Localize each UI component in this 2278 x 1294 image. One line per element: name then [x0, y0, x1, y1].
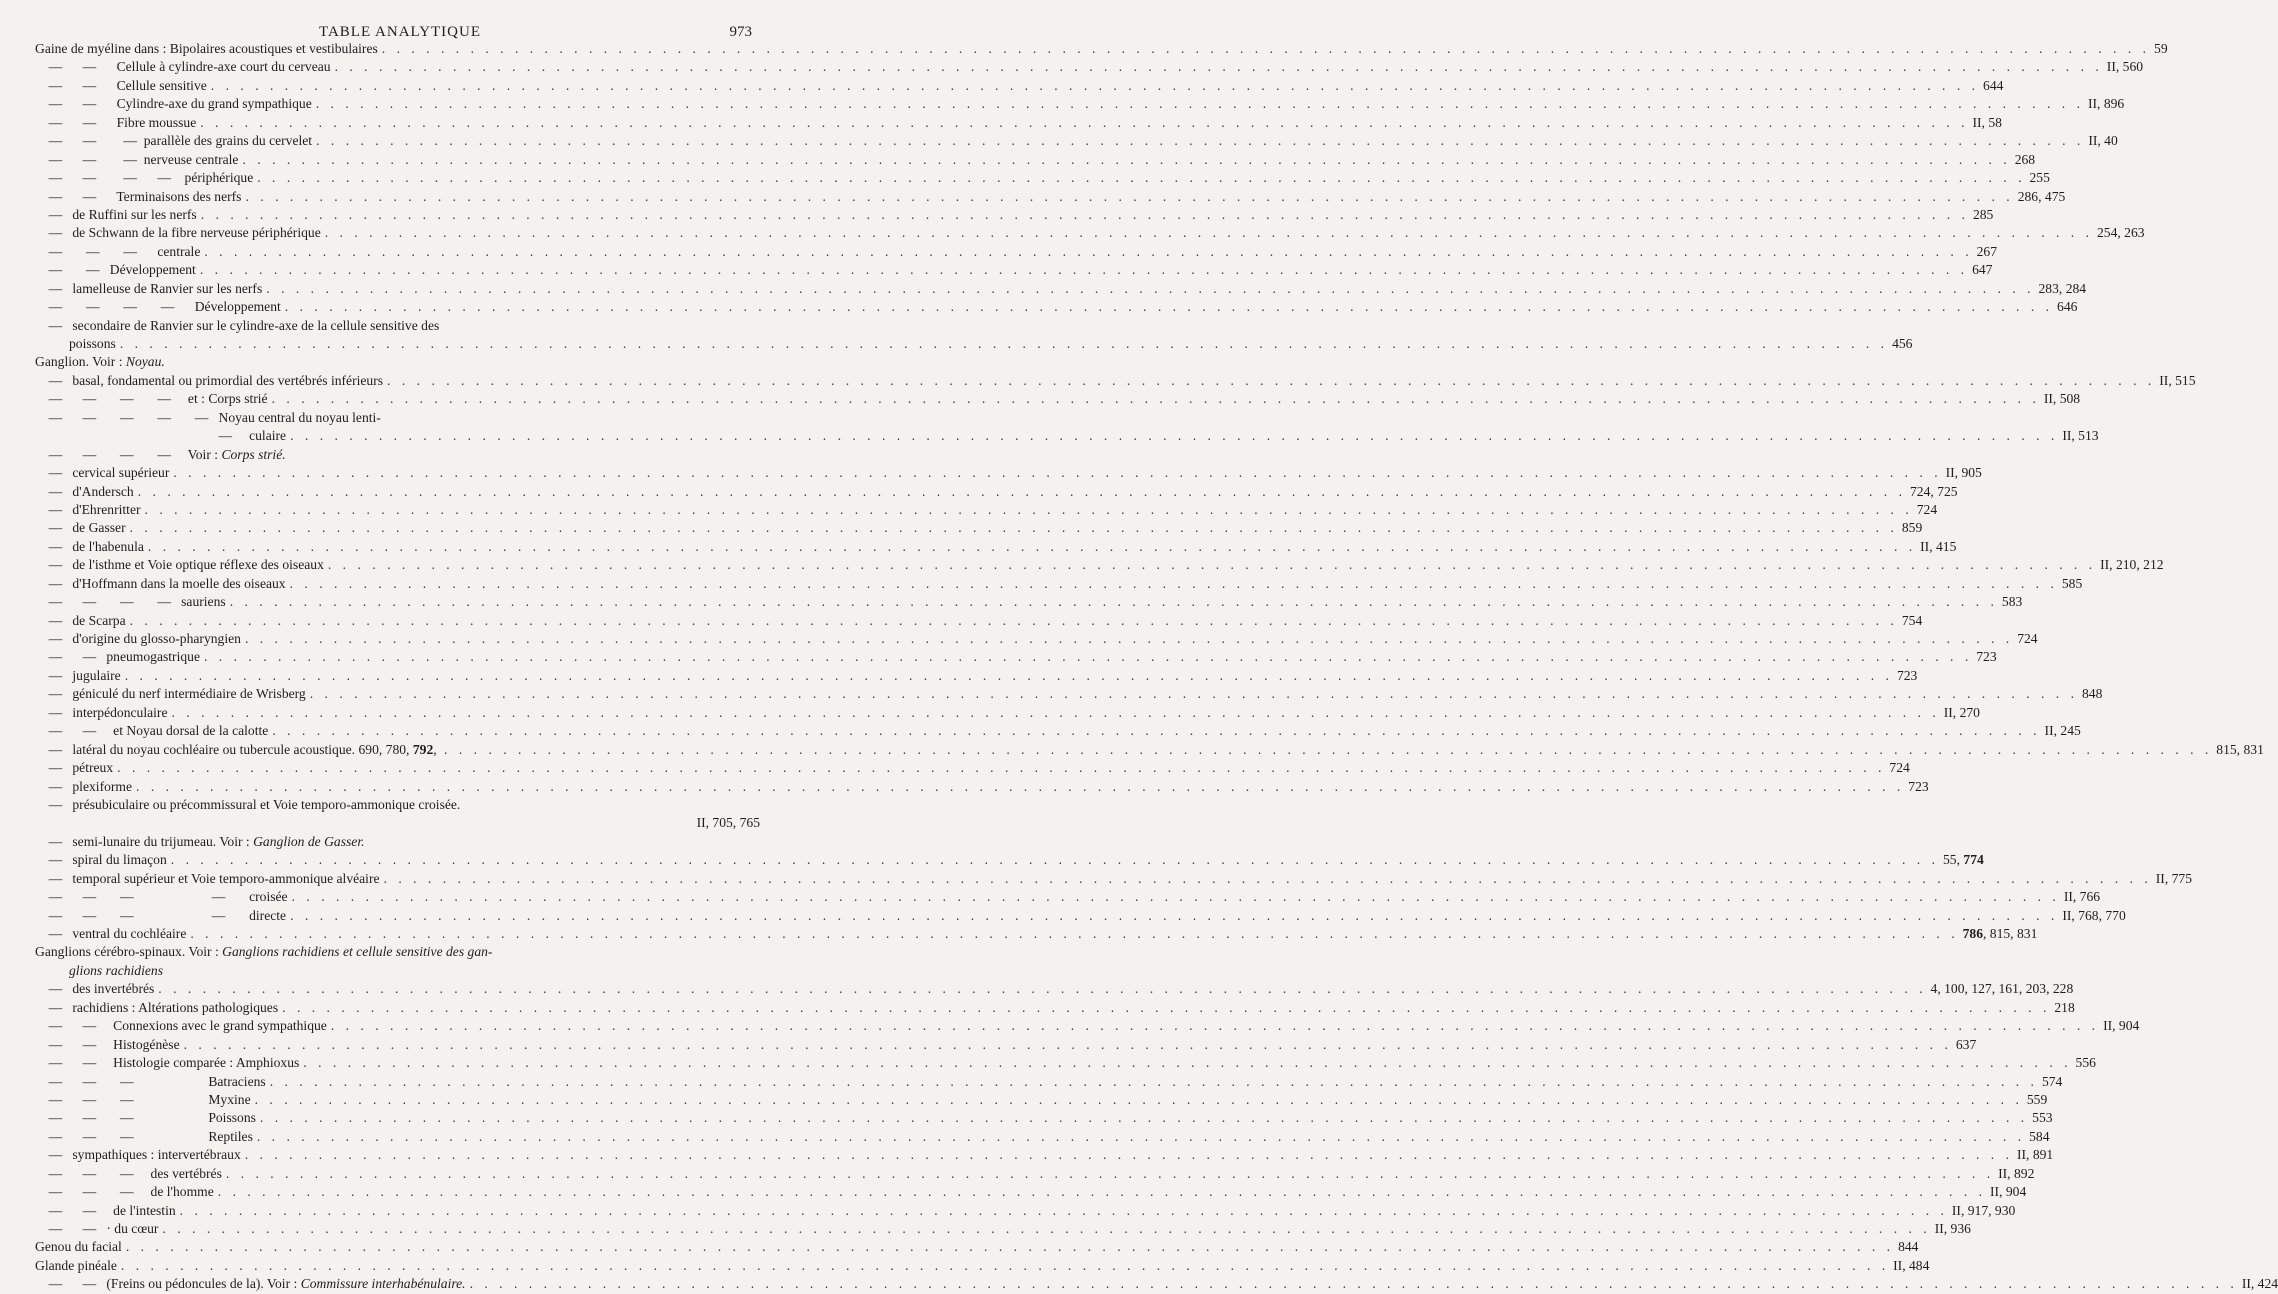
entry-text: — de Scarpa: [35, 612, 126, 628]
leader-dots: . . . . . . . . . . . . . . . . . . . . . . . . . . . . . . . . . . . . . . . . . . . . . . . . . . . . . . . . . . . . . . . . . . . . . . . . . . . . . . . . . . . . . . . . . . . . . . . . . . . . . . . . . . . . . . . . . . . . . . . .: [170, 852, 1939, 868]
index-entry: [35, 575, 2083, 593]
index-entry: [35, 298, 2078, 316]
entry-page-ref: 556: [2075, 1055, 2096, 1071]
entry-text: — culaire: [35, 428, 287, 444]
entry-page-ref: 553: [2032, 1110, 2053, 1126]
index-entry: [35, 1109, 2053, 1127]
entry-page-ref: 723: [1896, 667, 1918, 683]
leader-dots: . . . . . . . . . . . . . . . . . . . . . . . . . . . . . . . . . . . . . . . . . . . . . . . . . . . . . . . . . . . . . . . . . . . . . . . . . . . . . . . . . . . . . . . . . . . . . . . . . . . . . . . . . . . . . . . . . . . . . . . .: [330, 1018, 2100, 1034]
index-entry: [35, 390, 2081, 408]
leader-dots: . . . . . . . . . . . . . . . . . . . . . . . . . . . . . . . . . . . . . . . . . . . . . . . . . . . . . . . . . . . . . . . . . . . . . . . . . . . . . . . . . . . . . . . . . . . . . . . . . . . . . . . . . . . . . . . . . . . . . . . .: [266, 280, 2035, 296]
entry-text: — — (Freins ou pédoncules de la). Voir : Commissure interhabénulaire.: [35, 1276, 466, 1292]
index-entry: [35, 1238, 1919, 1256]
index-entry: [35, 925, 2038, 943]
index-entry: [35, 224, 2145, 242]
leader-dots: . . . . . . . . . . . . . . . . . . . . . . . . . . . . . . . . . . . . . . . . . . . . . . . . . . . . . . . . . . . . . . . . . . . . . . . . . . . . . . . . . . . . . . . . . . . . . . . . . . . . . . . . . . . . . . . . . . . . . . . .: [120, 1257, 1890, 1273]
entry-page-ref: 724: [2017, 631, 2038, 646]
index-entry: [35, 1073, 2063, 1091]
entry-text: — de Ruffini sur les nerfs: [35, 206, 197, 222]
entry-text: — — Terminaisons des nerfs: [35, 188, 242, 204]
entry-text: — — — Poissons: [35, 1110, 256, 1126]
index-entry: [35, 464, 1982, 482]
index-entry: [35, 243, 1997, 261]
entry-text: — de Schwann de la fibre nerveuse périphérique: [35, 225, 321, 241]
entry-italic-ref: Ganglion de Gasser.: [253, 833, 365, 849]
index-entry: [35, 759, 1910, 777]
leader-dots: . . . . . . . . . . . . . . . . . . . . . . . . . . . . . . . . . . . . . . . . . . . . . . . . . . . . . . . . . . . . . . . . . . . . . . . . . . . . . . . . . . . . . . . . . . . . . . . . . . . . . . . . . . . . . . . . . . . . . . . .: [173, 465, 1942, 481]
entry-text: — — — — directe: [35, 907, 287, 923]
entry-text: — — — — — Noyau central du noyau lenti-: [35, 409, 381, 425]
entry-text: — — Histologie comparée : Amphioxus: [35, 1055, 300, 1071]
index-entry: [35, 999, 2075, 1017]
entry-text: — sympathiques : intervertébraux: [35, 1147, 241, 1163]
index-entry: [35, 317, 760, 335]
index-entry: [35, 962, 760, 980]
entry-page-ref: 848: [2081, 686, 2103, 702]
leader-dots: . . . . . . . . . . . . . . . . . . . . . . . . . . . . . . . . . . . . . . . . . . . . . . . . . . . . . . . . . . . . . . . . . . . . . . . . . . . . . . . . . . . . . . . . . . . . . . . . . . . . . . . . . . . . . . . . . . . . . . . .: [324, 225, 2093, 241]
index-entry: [35, 778, 1929, 796]
entry-text: — pétreux: [35, 760, 114, 776]
leader-dots: . . . . . . . . . . . . . . . . . . . . . . . . . . . . . . . . . . . . . . . . . . . . . . . . . . . . . . . . . . . . . . . . . . . . . . . . . . . . . . . . . . . . . . . . . . . . . . . . . . . . . . . . . . . . . . . . . . . . . . . .: [179, 1202, 1948, 1218]
leader-dots: . . . . . . . . . . . . . . . . . . . . . . . . . . . . . . . . . . . . . . . . . . . . . . . . . . . . . . . . . . . . . . . . . . . . . . . . . . . . . . . . . . . . . . . . . . . . . . . . . . . . . . . . . . . . . . . . . . . . . . . .: [200, 206, 1969, 222]
index-entry: [35, 814, 760, 832]
entry-page-ref: II, 270: [1943, 704, 1980, 720]
entry-page-ref: II, 896: [2087, 96, 2125, 112]
index-entry: [35, 353, 760, 371]
leader-dots: . . . . . . . . . . . . . . . . . . . . . . . . . . . . . . . . . . . . . . . . . . . . . . . . . . . . . . . . . . . . . . . . . . . . . . . . . . . . . . . . . . . . . . . . . . . . . . . . . . . . . . . . . . . . . . . . . . . . . . . .: [259, 1110, 2029, 1126]
leader-dots: . . . . . . . . . . . . . . . . . . . . . . . . . . . . . . . . . . . . . . . . . . . . . . . . . . . . . . . . . . . . . . . . . . . . . . . . . . . . . . . . . . . . . . . . . . . . . . . . . . . . . . . . . . . . . . . . . . . . . . . .: [291, 889, 2060, 905]
index-entry: [35, 943, 760, 961]
entry-text: — géniculé du nerf intermédiaire de Wrisberg: [35, 686, 306, 702]
index-entry: [35, 77, 2004, 95]
index-entry: [35, 1054, 2096, 1072]
entry-italic-ref: Corps strié.: [221, 446, 286, 462]
entry-page-ref: 724: [1916, 501, 1938, 517]
entry-text: — lamelleuse de Ranvier sur les nerfs: [35, 280, 263, 296]
entry-page-ref: II, 484: [1893, 1257, 1930, 1273]
index-entry: [35, 1017, 2140, 1035]
entry-page-ref: II, 245: [2044, 723, 2081, 739]
entry-bold-ref: 792: [412, 741, 434, 757]
entry-page-ref: II, 775: [2155, 870, 2193, 886]
entry-text: [35, 962, 760, 980]
entry-text: Genou du facial: [35, 1239, 122, 1255]
entry-text: — présubiculaire ou précommissural et Voie temporo-ammonique croisée.: [35, 796, 461, 812]
index-entry: [35, 1220, 1971, 1238]
entry-text: — — — — Voir : Corps strié.: [35, 446, 286, 462]
entry-text: Ganglion. Voir : Noyau.: [35, 354, 165, 370]
index-entry: [35, 40, 2168, 58]
leader-dots: . . . . . . . . . . . . . . . . . . . . . . . . . . . . . . . . . . . . . . . . . . . . . . . . . . . . . . . . . . . . . . . . . . . . . . . . . . . . . . . . . . . . . . . . . . . . . . . . . . . . . . . . . . . . . . . . . . . . . . . .: [444, 741, 2213, 757]
index-entry: [35, 151, 2036, 169]
index-entry: [35, 372, 2196, 390]
entry-text: — de l'habenula: [35, 538, 144, 554]
entry-page-ref: II, 917, 930: [1951, 1202, 2016, 1218]
leader-dots: . . . . . . . . . . . . . . . . . . . . . . . . . . . . . . . . . . . . . . . . . . . . . . . . . . . . . . . . . . . . . . . . . . . . . . . . . . . . . . . . . . . . . . . . . . . . . . . . . . . . . . . . . . . . . . . . . . . . . . . .: [158, 981, 1927, 997]
entry-page-ref: 285: [1972, 206, 1994, 222]
entry-text: — — de l'intestin: [35, 1202, 176, 1218]
index-entry: [35, 722, 2081, 740]
entry-text: — d'Hoffmann dans la moelle des oiseaux: [35, 575, 286, 591]
index-entry: [35, 335, 1913, 353]
entry-page-ref: II, 513: [2062, 428, 2099, 444]
entry-text: Ganglions cérébro-spinaux. Voir : Ganglions rachidiens et cellule sensitive des gan-: [35, 944, 493, 960]
leader-dots: . . . . . . . . . . . . . . . . . . . . . . . . . . . . . . . . . . . . . . . . . . . . . . . . . . . . . . . . . . . . . . . . . . . . . . . . . . . . . . . . . . . . . . . . . . . . . . . . . . . . . . . . . . . . . . . . . . . . . . . .: [271, 391, 2040, 407]
entry-text: — — — des vertébrés: [35, 1165, 222, 1181]
entry-text: — semi-lunaire du trijumeau. Voir : Ganglion de Gasser.: [35, 833, 365, 849]
entry-page-ref: II, 210, 212: [2100, 557, 2164, 573]
entry-text: — latéral du noyau cochléaire ou tubercule acoustique. 690, 780, 792,: [35, 741, 441, 757]
leader-dots: . . . . . . . . . . . . . . . . . . . . . . . . . . . . . . . . . . . . . . . . . . . . . . . . . . . . . . . . . . . . . . . . . . . . . . . . . . . . . . . . . . . . . . . . . . . . . . . . . . . . . . . . . . . . . . . . . . . . . . . .: [290, 907, 2059, 923]
entry-page-ref: 55, 774: [1943, 852, 1984, 868]
leader-dots: . . . . . . . . . . . . . . . . . . . . . . . . . . . . . . . . . . . . . . . . . . . . . . . . . . . . . . . . . . . . . . . . . . . . . . . . . . . . . . . . . . . . . . . . . . . . . . . . . . . . . . . . . . . . . . . . . . . . . . . .: [334, 59, 2103, 75]
entry-page-ref: 723: [1908, 778, 1929, 794]
entry-page-ref: 218: [2054, 999, 2075, 1015]
index-entry: [35, 907, 2126, 925]
entry-text: — — — — croisée: [35, 889, 288, 905]
index-entry: [35, 630, 2038, 648]
leader-dots: . . . . . . . . . . . . . . . . . . . . . . . . . . . . . . . . . . . . . . . . . . . . . . . . . . . . . . . . . . . . . . . . . . . . . . . . . . . . . . . . . . . . . . . . . . . . . . . . . . . . . . . . . . . . . . . . . . . . . . . .: [129, 612, 1898, 628]
entry-text: — ventral du cochléaire: [35, 926, 187, 941]
entry-text: — — Connexions avec le grand sympathique: [35, 1018, 327, 1034]
entry-page-ref: II, 40: [2088, 133, 2118, 149]
entry-page-ref: 754: [1901, 612, 1923, 628]
entry-text: — — — Batraciens: [35, 1073, 266, 1089]
entry-text: — — · du cœur: [35, 1221, 159, 1236]
entry-text: poissons: [35, 336, 116, 351]
entry-text: — secondaire de Ranvier sur le cylindre-axe de la cellule sensitive des: [35, 317, 440, 333]
entry-page-ref: 584: [2029, 1128, 2050, 1144]
leader-dots: . . . . . . . . . . . . . . . . . . . . . . . . . . . . . . . . . . . . . . . . . . . . . . . . . . . . . . . . . . . . . . . . . . . . . . . . . . . . . . . . . . . . . . . . . . . . . . . . . . . . . . . . . . . . . . . . . . . . . . . .: [381, 41, 2151, 56]
entry-page-ref: 786, 815, 831: [1962, 926, 2038, 941]
leader-dots: . . . . . . . . . . . . . . . . . . . . . . . . . . . . . . . . . . . . . . . . . . . . . . . . . . . . . . . . . . . . . . . . . . . . . . . . . . . . . . . . . . . . . . . . . . . . . . . . . . . . . . . . . . . . . . . . . . . . . . . .: [316, 133, 2085, 149]
entry-text: — d'Andersch: [35, 483, 134, 499]
entry-page-ref: 815, 831: [2216, 741, 2264, 757]
entry-text: — de l'isthme et Voie optique réflexe des oiseaux: [35, 557, 324, 573]
entry-page-ref: II, 768, 770: [2062, 907, 2126, 923]
entry-page-ref: 574: [2041, 1073, 2063, 1089]
index-entry: [35, 1275, 2278, 1293]
leader-dots: . . . . . . . . . . . . . . . . . . . . . . . . . . . . . . . . . . . . . . . . . . . . . . . . . . . . . . . . . . . . . . . . . . . . . . . . . . . . . . . . . . . . . . . . . . . . . . . . . . . . . . . . . . . . . . . . . . . . . . . .: [242, 151, 2011, 167]
entry-text: — — — Myxine: [35, 1091, 251, 1107]
index-entry: [35, 1091, 2048, 1109]
leader-dots: . . . . . . . . . . . . . . . . . . . . . . . . . . . . . . . . . . . . . . . . . . . . . . . . . . . . . . . . . . . . . . . . . . . . . . . . . . . . . . . . . . . . . . . . . . . . . . . . . . . . . . . . . . . . . . . . . . . . . . . .: [217, 1184, 1987, 1200]
leader-dots: . . . . . . . . . . . . . . . . . . . . . . . . . . . . . . . . . . . . . . . . . . . . . . . . . . . . . . . . . . . . . . . . . . . . . . . . . . . . . . . . . . . . . . . . . . . . . . . . . . . . . . . . . . . . . . . . . . . . . . . .: [199, 262, 1969, 278]
leader-dots: . . . . . . . . . . . . . . . . . . . . . . . . . . . . . . . . . . . . . . . . . . . . . . . . . . . . . . . . . . . . . . . . . . . . . . . . . . . . . . . . . . . . . . . . . . . . . . . . . . . . . . . . . . . . . . . . . . . . . . . .: [171, 704, 1940, 720]
leader-dots: . . . . . . . . . . . . . . . . . . . . . . . . . . . . . . . . . . . . . . . . . . . . . . . . . . . . . . . . . . . . . . . . . . . . . . . . . . . . . . . . . . . . . . . . . . . . . . . . . . . . . . . . . . . . . . . . . . . . . . . .: [244, 1147, 2013, 1163]
entry-page-ref: 646: [2057, 299, 2078, 315]
leader-dots: . . . . . . . . . . . . . . . . . . . . . . . . . . . . . . . . . . . . . . . . . . . . . . . . . . . . . . . . . . . . . . . . . . . . . . . . . . . . . . . . . . . . . . . . . . . . . . . . . . . . . . . . . . . . . . . . . . . . . . . .: [190, 926, 1959, 941]
entry-page-ref: 724, 725: [1909, 483, 1958, 499]
entry-text: — rachidiens : Altérations pathologiques: [35, 999, 279, 1015]
entry-page-ref: II, 508: [2043, 391, 2081, 407]
entry-text: — — — — et : Corps strié: [35, 391, 268, 407]
entry-page-ref: 844: [1898, 1239, 1919, 1255]
leader-dots: . . . . . . . . . . . . . . . . . . . . . . . . . . . . . . . . . . . . . . . . . . . . . . . . . . . . . . . . . . . . . . . . . . . . . . . . . . . . . . . . . . . . . . . . . . . . . . . . . . . . . . . . . . . . . . . . . . . . . . . .: [162, 1221, 1931, 1236]
entry-page-ref: 583: [2001, 594, 2023, 610]
index-entry: [35, 169, 2050, 187]
leader-dots: . . . . . . . . . . . . . . . . . . . . . . . . . . . . . . . . . . . . . . . . . . . . . . . . . . . . . . . . . . . . . . . . . . . . . . . . . . . . . . . . . . . . . . . . . . . . . . . . . . . . . . . . . . . . . . . . . . . . . . . .: [383, 870, 2152, 886]
index-entry: [35, 833, 760, 851]
leader-dots: . . . . . . . . . . . . . . . . . . . . . . . . . . . . . . . . . . . . . . . . . . . . . . . . . . . . . . . . . . . . . . . . . . . . . . . . . . . . . . . . . . . . . . . . . . . . . . . . . . . . . . . . . . . . . . . . . . . . . . . .: [289, 575, 2058, 591]
entry-text: — interpédonculaire: [35, 704, 168, 720]
leader-dots: . . . . . . . . . . . . . . . . . . . . . . . . . . . . . . . . . . . . . . . . . . . . . . . . . . . . . . . . . . . . . . . . . . . . . . . . . . . . . . . . . . . . . . . . . . . . . . . . . . . . . . . . . . . . . . . . . . . . . . . .: [315, 96, 2084, 112]
index-entry: [35, 538, 1957, 556]
entry-text: — basal, fondamental ou primordial des vertébrés inférieurs: [35, 372, 384, 388]
entry-text: — — pneumogastrique: [35, 649, 200, 665]
index-entry: [35, 1165, 2035, 1183]
leader-dots: . . . . . . . . . . . . . . . . . . . . . . . . . . . . . . . . . . . . . . . . . . . . . . . . . . . . . . . . . . . . . . . . . . . . . . . . . . . . . . . . . . . . . . . . . . . . . . . . . . . . . . . . . . . . . . . . . . . . . . . .: [257, 170, 2026, 186]
entry-text: — — — — Développement: [35, 299, 281, 315]
entry-page-ref: II, 415: [1920, 538, 1957, 554]
index-entry: [35, 980, 2074, 998]
leader-dots: . . . . . . . . . . . . . . . . . . . . . . . . . . . . . . . . . . . . . . . . . . . . . . . . . . . . . . . . . . . . . . . . . . . . . . . . . . . . . . . . . . . . . . . . . . . . . . . . . . . . . . . . . . . . . . . . . . . . . . . .: [144, 501, 1913, 517]
index-entry: [35, 851, 1984, 869]
index-entry: [35, 704, 1980, 722]
entry-page-ref: 283, 284: [2038, 280, 2087, 296]
leader-dots: . . . . . . . . . . . . . . . . . . . . . . . . . . . . . . . . . . . . . . . . . . . . . . . . . . . . . . . . . . . . . . . . . . . . . . . . . . . . . . . . . . . . . . . . . . . . . . . . . . . . . . . . . . . . . . . . . . . . . . . .: [245, 188, 2014, 204]
entry-page-ref: 859: [1901, 520, 1923, 536]
entry-text: — — Cellule sensitive: [35, 77, 207, 93]
entry-page-ref: 585: [2061, 575, 2083, 591]
leader-dots: . . . . . . . . . . . . . . . . . . . . . . . . . . . . . . . . . . . . . . . . . . . . . . . . . . . . . . . . . . . . . . . . . . . . . . . . . . . . . . . . . . . . . . . . . . . . . . . . . . . . . . . . . . . . . . . . . . . . . . . .: [309, 686, 2078, 702]
entry-text: — des invertébrés: [35, 981, 155, 997]
entry-text: — — Fibre moussue: [35, 114, 197, 130]
leader-dots: . . . . . . . . . . . . . . . . . . . . . . . . . . . . . . . . . . . . . . . . . . . . . . . . . . . . . . . . . . . . . . . . . . . . . . . . . . . . . . . . . . . . . . . . . . . . . . . . . . . . . . . . . . . . . . . . . . . . . . . .: [290, 428, 2059, 444]
entry-text: — — — — périphérique: [35, 170, 254, 186]
index-entry: [35, 206, 1994, 224]
index-entry: [35, 519, 1923, 537]
index-entry: [35, 612, 1923, 630]
leader-dots: . . . . . . . . . . . . . . . . . . . . . . . . . . . . . . . . . . . . . . . . . . . . . . . . . . . . . . . . . . . . . . . . . . . . . . . . . . . . . . . . . . . . . . . . . . . . . . . . . . . . . . . . . . . . . . . . . . . . . . . .: [137, 483, 1906, 499]
leader-dots: . . . . . . . . . . . . . . . . . . . . . . . . . . . . . . . . . . . . . . . . . . . . . . . . . . . . . . . . . . . . . . . . . . . . . . . . . . . . . . . . . . . . . . . . . . . . . . . . . . . . . . . . . . . . . . . . . . . . . . . .: [244, 631, 2014, 646]
leader-dots: . . . . . . . . . . . . . . . . . . . . . . . . . . . . . . . . . . . . . . . . . . . . . . . . . . . . . . . . . . . . . . . . . . . . . . . . . . . . . . . . . . . . . . . . . . . . . . . . . . . . . . . . . . . . . . . . . . . . . . . .: [200, 114, 1969, 130]
leader-dots: . . . . . . . . . . . . . . . . . . . . . . . . . . . . . . . . . . . . . . . . . . . . . . . . . . . . . . . . . . . . . . . . . . . . . . . . . . . . . . . . . . . . . . . . . . . . . . . . . . . . . . . . . . . . . . . . . . . . . . . .: [256, 1128, 2026, 1144]
index-entry: [35, 188, 2066, 206]
index-entry: [35, 1183, 2027, 1201]
leader-dots: . . . . . . . . . . . . . . . . . . . . . . . . . . . . . . . . . . . . . . . . . . . . . . . . . . . . . . . . . . . . . . . . . . . . . . . . . . . . . . . . . . . . . . . . . . . . . . . . . . . . . . . . . . . . . . . . . . . . . . . .: [124, 667, 1893, 683]
entry-page-ref: II, 58: [1972, 114, 2002, 130]
entry-text: — — — nerveuse centrale: [35, 151, 239, 167]
leader-dots: . . . . . . . . . . . . . . . . . . . . . . . . . . . . . . . . . . . . . . . . . . . . . . . . . . . . . . . . . . . . . . . . . . . . . . . . . . . . . . . . . . . . . . . . . . . . . . . . . . . . . . . . . . . . . . . . . . . . . . . .: [229, 594, 1998, 610]
entry-page-ref: 637: [1955, 1036, 1977, 1052]
index-entry: [35, 1128, 2050, 1146]
entry-page-ref: 267: [1976, 243, 1997, 259]
index-entry: [35, 796, 760, 814]
index-entry: [35, 593, 2023, 611]
leader-dots: . . . . . . . . . . . . . . . . . . . . . . . . . . . . . . . . . . . . . . . . . . . . . . . . . . . . . . . . . . . . . . . . . . . . . . . . . . . . . . . . . . . . . . . . . . . . . . . . . . . . . . . . . . . . . . . . . . . . . . . .: [204, 649, 1973, 665]
leader-dots: . . . . . . . . . . . . . . . . . . . . . . . . . . . . . . . . . . . . . . . . . . . . . . . . . . . . . . . . . . . . . . . . . . . . . . . . . . . . . . . . . . . . . . . . . . . . . . . . . . . . . . . . . . . . . . . . . . . . . . . .: [136, 778, 1905, 794]
leader-dots: . . . . . . . . . . . . . . . . . . . . . . . . . . . . . . . . . . . . . . . . . . . . . . . . . . . . . . . . . . . . . . . . . . . . . . . . . . . . . . . . . . . . . . . . . . . . . . . . . . . . . . . . . . . . . . . . . . . . . . . .: [269, 1073, 2038, 1089]
page-number: 973: [729, 24, 752, 40]
leader-dots: . . . . . . . . . . . . . . . . . . . . . . . . . . . . . . . . . . . . . . . . . . . . . . . . . . . . . . . . . . . . . . . . . . . . . . . . . . . . . . . . . . . . . . . . . . . . . . . . . . . . . . . . . . . . . . . . . . . . . . . .: [225, 1165, 1995, 1181]
index-entry: [35, 409, 760, 427]
entry-text: — — — — sauriens: [35, 594, 226, 610]
entry-page-ref: II, 936: [1934, 1221, 1971, 1236]
leader-dots: . . . . . . . . . . . . . . . . . . . . . . . . . . . . . . . . . . . . . . . . . . . . . . . . . . . . . . . . . . . . . . . . . . . . . . . . . . . . . . . . . . . . . . . . . . . . . . . . . . . . . . . . . . . . . . . . . . . . . . . .: [119, 336, 1889, 351]
leader-dots: . . . . . . . . . . . . . . . . . . . . . . . . . . . . . . . . . . . . . . . . . . . . . . . . . . . . . . . . . . . . . . . . . . . . . . . . . . . . . . . . . . . . . . . . . . . . . . . . . . . . . . . . . . . . . . . . . . . . . . . .: [284, 299, 2054, 315]
entry-text: — — et Noyau dorsal de la calotte: [35, 723, 269, 739]
index-entry: [35, 446, 760, 464]
index-entry: [35, 501, 1938, 519]
index-entry: [35, 685, 2103, 703]
leader-dots: . . . . . . . . . . . . . . . . . . . . . . . . . . . . . . . . . . . . . . . . . . . . . . . . . . . . . . . . . . . . . . . . . . . . . . . . . . . . . . . . . . . . . . . . . . . . . . . . . . . . . . . . . . . . . . . . . . . . . . . .: [254, 1091, 2023, 1107]
page-title: TABLE ANALYTIQUE: [318, 24, 482, 40]
entry-page-ref: 59: [2154, 41, 2168, 56]
leader-dots: . . . . . . . . . . . . . . . . . . . . . . . . . . . . . . . . . . . . . . . . . . . . . . . . . . . . . . . . . . . . . . . . . . . . . . . . . . . . . . . . . . . . . . . . . . . . . . . . . . . . . . . . . . . . . . . . . . . . . . . .: [387, 372, 2156, 388]
leader-dots: . . . . . . . . . . . . . . . . . . . . . . . . . . . . . . . . . . . . . . . . . . . . . . . . . . . . . . . . . . . . . . . . . . . . . . . . . . . . . . . . . . . . . . . . . . . . . . . . . . . . . . . . . . . . . . . . . . . . . . . .: [147, 538, 1917, 554]
index-entry: [35, 114, 2002, 132]
index-entry: [35, 648, 1997, 666]
entry-text: — de Gasser: [35, 520, 126, 536]
entry-text: — d'Ehrenritter: [35, 501, 141, 517]
entry-page-ref: II, 560: [2106, 59, 2144, 75]
entry-text: — cervical supérieur: [35, 465, 170, 481]
index-entry: [35, 483, 1958, 501]
entry-page-ref: II, 904: [2103, 1018, 2140, 1034]
index-entry: [35, 888, 2101, 906]
entry-text: — — — Reptiles: [35, 1128, 253, 1144]
entry-text: — jugulaire: [35, 667, 121, 683]
index-entry: [35, 95, 2125, 113]
entry-page-ref: 647: [1972, 262, 1993, 278]
entry-page-ref: 723: [1976, 649, 1997, 665]
entry-page-ref: II, 892: [1998, 1165, 2035, 1181]
entry-text: — spiral du limaçon: [35, 852, 167, 868]
index-entry: [35, 741, 2264, 759]
index-entry: [35, 427, 2099, 445]
entry-page-ref: 254, 263: [2096, 225, 2145, 241]
index-entries: [35, 40, 2278, 1294]
index-entry: [35, 261, 1993, 279]
leader-dots: . . . . . . . . . . . . . . . . . . . . . . . . . . . . . . . . . . . . . . . . . . . . . . . . . . . . . . . . . . . . . . . . . . . . . . . . . . . . . . . . . . . . . . . . . . . . . . . . . . . . . . . . . . . . . . . . . . . . . . . .: [272, 723, 2041, 739]
index-entry: [35, 1202, 2016, 1220]
entry-page-ref: II, 766: [2063, 889, 2101, 905]
entry-page-ref: II, 905: [1945, 465, 1982, 481]
leader-dots: . . . . . . . . . . . . . . . . . . . . . . . . . . . . . . . . . . . . . . . . . . . . . . . . . . . . . . . . . . . . . . . . . . . . . . . . . . . . . . . . . . . . . . . . . . . . . . . . . . . . . . . . . . . . . . . . . . . . . . . .: [117, 760, 1886, 776]
leader-dots: . . . . . . . . . . . . . . . . . . . . . . . . . . . . . . . . . . . . . . . . . . . . . . . . . . . . . . . . . . . . . . . . . . . . . . . . . . . . . . . . . . . . . . . . . . . . . . . . . . . . . . . . . . . . . . . . . . . . . . . .: [129, 520, 1898, 536]
entry-page-ref: II, 891: [2016, 1147, 2054, 1163]
entry-page-ref: 724: [1889, 760, 1910, 776]
index-entry: [35, 556, 2164, 574]
index-entry: [35, 280, 2087, 298]
entry-page-ref: 268: [2014, 151, 2036, 167]
entry-page-ref: 286, 475: [2017, 188, 2066, 204]
leader-dots: . . . . . . . . . . . . . . . . . . . . . . . . . . . . . . . . . . . . . . . . . . . . . . . . . . . . . . . . . . . . . . . . . . . . . . . . . . . . . . . . . . . . . . . . . . . . . . . . . . . . . . . . . . . . . . . . . . . . . . . .: [469, 1276, 2238, 1292]
entry-italic-ref: Commissure interhabénulaire.: [300, 1276, 466, 1292]
index-entry: [35, 1146, 2054, 1164]
entry-text: Glande pinéale: [35, 1257, 117, 1273]
entry-text: — — Histogénèse: [35, 1036, 180, 1052]
index-entry: [35, 132, 2118, 150]
entry-text: — — — centrale: [35, 243, 201, 259]
entry-text: — temporal supérieur et Voie temporo-ammonique alvéaire: [35, 870, 380, 886]
leader-dots: . . . . . . . . . . . . . . . . . . . . . . . . . . . . . . . . . . . . . . . . . . . . . . . . . . . . . . . . . . . . . . . . . . . . . . . . . . . . . . . . . . . . . . . . . . . . . . . . . . . . . . . . . . . . . . . . . . . . . . . .: [210, 77, 1980, 93]
entry-text: Gaine de myéline dans : Bipolaires acoustiques et vestibulaires: [35, 41, 378, 56]
leader-dots: . . . . . . . . . . . . . . . . . . . . . . . . . . . . . . . . . . . . . . . . . . . . . . . . . . . . . . . . . . . . . . . . . . . . . . . . . . . . . . . . . . . . . . . . . . . . . . . . . . . . . . . . . . . . . . . . . . . . . . . .: [327, 557, 2097, 573]
entry-text: — — Développement: [35, 262, 196, 278]
entry-page-ref: II, 904: [1990, 1184, 2027, 1200]
index-entry: [35, 1036, 1977, 1054]
entry-italic-ref: Ganglions rachidiens et cellule sensitive des gan-: [222, 944, 493, 960]
entry-page-ref: II, 705, 765: [696, 815, 760, 831]
entry-page-ref: II, 515: [2159, 372, 2196, 388]
leader-dots: . . . . . . . . . . . . . . . . . . . . . . . . . . . . . . . . . . . . . . . . . . . . . . . . . . . . . . . . . . . . . . . . . . . . . . . . . . . . . . . . . . . . . . . . . . . . . . . . . . . . . . . . . . . . . . . . . . . . . . . .: [183, 1036, 1952, 1052]
leader-dots: . . . . . . . . . . . . . . . . . . . . . . . . . . . . . . . . . . . . . . . . . . . . . . . . . . . . . . . . . . . . . . . . . . . . . . . . . . . . . . . . . . . . . . . . . . . . . . . . . . . . . . . . . . . . . . . . . . . . . . . .: [303, 1055, 2072, 1071]
entry-page-ref: 255: [2029, 170, 2050, 186]
entry-italic-ref: glions rachidiens: [68, 962, 164, 978]
entry-page-ref: 456: [1892, 336, 1913, 351]
leader-dots: . . . . . . . . . . . . . . . . . . . . . . . . . . . . . . . . . . . . . . . . . . . . . . . . . . . . . . . . . . . . . . . . . . . . . . . . . . . . . . . . . . . . . . . . . . . . . . . . . . . . . . . . . . . . . . . . . . . . . . . .: [204, 243, 1973, 259]
entry-text: — d'origine du glosso-pharyngien: [35, 631, 241, 646]
index-entry: [35, 58, 2144, 76]
entry-page-ref: 4, 100, 127, 161, 203, 228: [1930, 981, 2074, 997]
entry-text: — — — de l'homme: [35, 1184, 214, 1200]
entry-text: — plexiforme: [35, 778, 133, 794]
entry-text: — — — parallèle des grains du cervelet: [35, 133, 313, 149]
index-entry: [35, 1257, 1930, 1275]
entry-page-ref: 644: [1983, 77, 2004, 93]
entry-text: — — Cellule à cylindre-axe court du cerveau: [35, 59, 331, 75]
entry-italic-ref: Noyau.: [125, 354, 165, 370]
entry-text: — — Cylindre-axe du grand sympathique: [35, 96, 312, 112]
entry-page-ref: II, 424: [2241, 1276, 2278, 1292]
leader-dots: . . . . . . . . . . . . . . . . . . . . . . . . . . . . . . . . . . . . . . . . . . . . . . . . . . . . . . . . . . . . . . . . . . . . . . . . . . . . . . . . . . . . . . . . . . . . . . . . . . . . . . . . . . . . . . . . . . . . . . . .: [125, 1239, 1895, 1255]
entry-page-ref: 559: [2026, 1091, 2048, 1107]
index-entry: [35, 667, 1918, 685]
leader-dots: . . . . . . . . . . . . . . . . . . . . . . . . . . . . . . . . . . . . . . . . . . . . . . . . . . . . . . . . . . . . . . . . . . . . . . . . . . . . . . . . . . . . . . . . . . . . . . . . . . . . . . . . . . . . . . . . . . . . . . . .: [282, 999, 2051, 1015]
index-entry: [35, 870, 2193, 888]
